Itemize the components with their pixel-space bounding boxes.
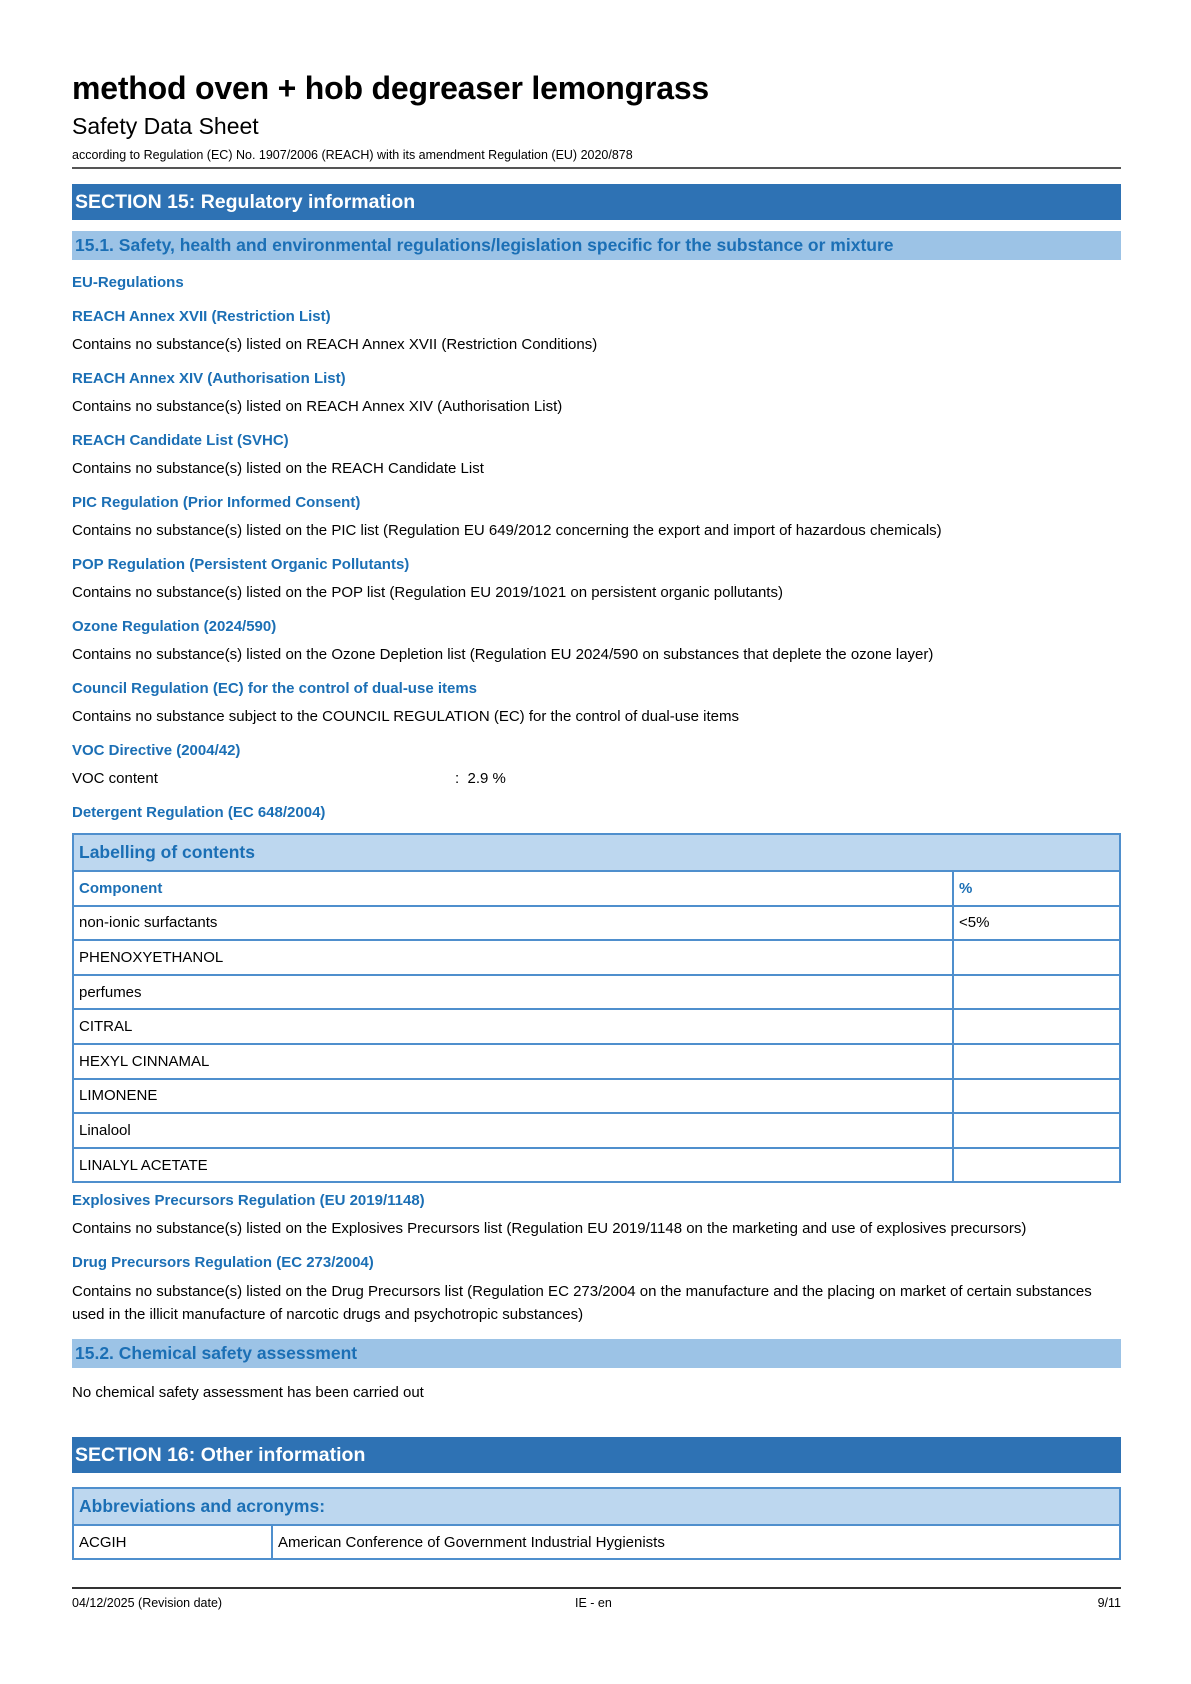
regulation-line: according to Regulation (EC) No. 1907/2006 (REACH) with its amendment Regulation (EU) 2020/878: [72, 148, 633, 162]
percent-cell: [953, 1079, 1120, 1114]
footer-revision-date: 04/12/2025 (Revision date): [72, 1596, 223, 1610]
percent-cell: [953, 1044, 1120, 1079]
reg-text: Contains no substance(s) listed on the REACH Candidate List: [72, 460, 484, 477]
component-cell: non-ionic surfactants: [73, 906, 953, 941]
table-row: [73, 1044, 1120, 1079]
chemical-safety-text: No chemical safety assessment has been carried out: [72, 1384, 424, 1401]
eu-regulations-heading: EU-Regulations: [72, 274, 184, 291]
labelling-table: [72, 833, 1121, 1183]
section-15-header: SECTION 15: Regulatory information: [72, 184, 1121, 220]
reg-text: Contains no substance subject to the COUNCIL REGULATION (EC) for the control of dual-use items: [72, 708, 739, 725]
footer-divider: [72, 1587, 1121, 1589]
reg-heading: REACH Annex XVII (Restriction List): [72, 308, 331, 325]
reg-text: Contains no substance(s) listed on REACH Annex XIV (Authorisation List): [72, 398, 563, 415]
component-cell: HEXYL CINNAMAL: [73, 1044, 953, 1079]
labelling-table-caption: Labelling of contents: [73, 834, 1120, 871]
voc-value-row: [455, 770, 506, 787]
column-header-component: Component: [73, 871, 953, 906]
reg-heading: REACH Candidate List (SVHC): [72, 432, 289, 449]
component-cell: Linalool: [73, 1113, 953, 1148]
abbreviations-table: [72, 1487, 1121, 1560]
footer-locale: IE - en: [575, 1596, 612, 1610]
reg-heading: REACH Annex XIV (Authorisation List): [72, 370, 346, 387]
component-cell: perfumes: [73, 975, 953, 1010]
reg-text: Contains no substance(s) listed on the PIC list (Regulation EU 649/2012 concerning the export and import of hazardous chemicals): [72, 522, 942, 539]
abbreviations-caption: Abbreviations and acronyms:: [73, 1488, 1120, 1525]
component-cell: LIMONENE: [73, 1079, 953, 1114]
table-row: [73, 906, 1120, 941]
drugs-heading: Drug Precursors Regulation (EC 273/2004): [72, 1254, 374, 1271]
footer-page-number: 9/11: [1097, 1596, 1121, 1610]
component-cell: PHENOXYETHANOL: [73, 940, 953, 975]
column-header-percent: %: [953, 871, 1120, 906]
percent-cell: <5%: [953, 906, 1120, 941]
explosives-text: Contains no substance(s) listed on the Explosives Precursors list (Regulation EU 2019/1148 on the marketing and use of explosives precursors): [72, 1220, 1027, 1237]
table-row: [73, 1113, 1120, 1148]
detergent-heading: Detergent Regulation (EC 648/2004): [72, 804, 326, 821]
table-row: [73, 975, 1120, 1010]
section-16-header: SECTION 16: Other information: [72, 1437, 1121, 1473]
reg-heading: Ozone Regulation (2024/590): [72, 618, 277, 635]
percent-cell: [953, 1148, 1120, 1183]
subsection-15-2-header: 15.2. Chemical safety assessment: [72, 1339, 1121, 1368]
voc-label: VOC content: [72, 770, 158, 787]
table-row: [73, 1525, 1120, 1559]
table-row: [73, 1009, 1120, 1044]
percent-cell: [953, 1113, 1120, 1148]
voc-heading: VOC Directive (2004/42): [72, 742, 241, 759]
abbreviation-cell: ACGIH: [73, 1525, 272, 1559]
document-title: method oven + hob degreaser lemongrass: [72, 70, 710, 106]
subsection-15-1-header: 15.1. Safety, health and environmental regulations/legislation specific for the substance or mixture: [72, 231, 1121, 260]
reg-text: Contains no substance(s) listed on REACH Annex XVII (Restriction Conditions): [72, 336, 598, 353]
voc-value: 2.9 %: [467, 770, 506, 787]
table-row: [73, 1148, 1120, 1183]
header-divider: [72, 167, 1121, 169]
table-row: [73, 1079, 1120, 1114]
component-cell: CITRAL: [73, 1009, 953, 1044]
meaning-cell: American Conference of Government Industrial Hygienists: [272, 1525, 1120, 1559]
reg-text: Contains no substance(s) listed on the Ozone Depletion list (Regulation EU 2024/590 on substances that deplete the ozone layer): [72, 646, 934, 663]
component-cell: LINALYL ACETATE: [73, 1148, 953, 1183]
percent-cell: [953, 1009, 1120, 1044]
reg-heading: PIC Regulation (Prior Informed Consent): [72, 494, 361, 511]
drugs-text: Contains no substance(s) listed on the Drug Precursors list (Regulation EC 273/2004 on the manufacture and the placing on market of certain substances used in the illicit manufacture of narcotic drugs and psychotropic substances): [72, 1283, 1092, 1323]
percent-cell: [953, 940, 1120, 975]
reg-text: Contains no substance(s) listed on the POP list (Regulation EU 2019/1021 on persistent organic pollutants): [72, 584, 783, 601]
reg-heading: Council Regulation (EC) for the control of dual-use items: [72, 680, 478, 697]
document-subtitle: Safety Data Sheet: [72, 113, 259, 139]
reg-heading: POP Regulation (Persistent Organic Pollutants): [72, 556, 410, 573]
table-row: [73, 940, 1120, 975]
explosives-heading: Explosives Precursors Regulation (EU 2019/1148): [72, 1192, 425, 1209]
voc-separator: :: [455, 770, 460, 787]
percent-cell: [953, 975, 1120, 1010]
